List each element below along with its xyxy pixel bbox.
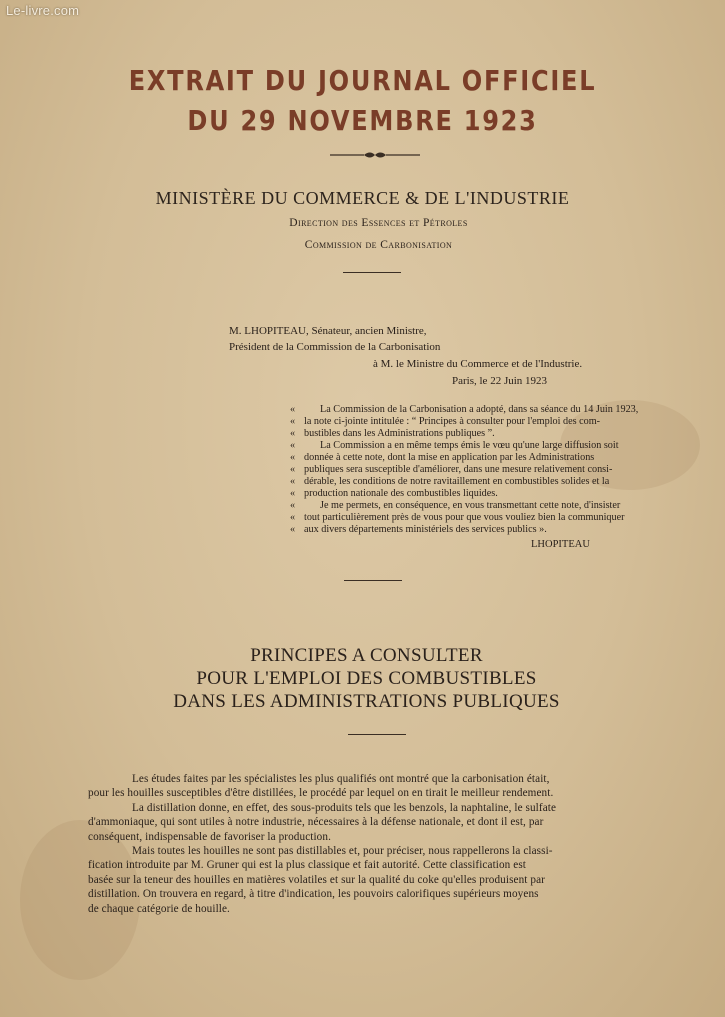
quote-line xyxy=(290,500,690,512)
quote-line xyxy=(290,440,690,452)
quote-mark: « xyxy=(290,464,296,475)
paper-stain xyxy=(20,820,140,980)
section-rule xyxy=(344,580,402,581)
quote-text: la note ci-jointe intitulée : “ Principes à consulter pour l'emploi des com- xyxy=(304,416,601,427)
body-text-line: fication introduite par M. Gruner qui est la plus classique et fait autorité. Cette classification est xyxy=(88,859,526,871)
letter-recipient: à M. le Ministre du Commerce et de l'Industrie. xyxy=(373,358,583,370)
site-watermark: Le-livre.com xyxy=(6,3,80,18)
quote-mark: « xyxy=(290,512,296,523)
section-rule xyxy=(343,272,401,273)
quote-line xyxy=(290,476,690,488)
journal-title-line-1: EXTRAIT DU JOURNAL OFFICIEL xyxy=(128,64,597,97)
quote-line xyxy=(290,452,690,464)
ministry-title: MINISTÈRE DU COMMERCE & DE L'INDUSTRIE xyxy=(155,188,570,208)
quote-text: tout particulièrement près de vous pour que vous vouliez bien la communiquer xyxy=(304,512,625,523)
quote-text: La Commission de la Carbonisation a adopté, dans sa séance du 14 Juin 1923, xyxy=(320,404,639,415)
quote-text: bustibles dans les Administrations publiques ”. xyxy=(304,428,495,439)
letter-from-line-1: M. LHOPITEAU, Sénateur, ancien Ministre, xyxy=(229,325,427,337)
quote-mark: « xyxy=(290,404,296,415)
quote-text: Je me permets, en conséquence, en vous transmettant cette note, d'insister xyxy=(320,500,621,511)
letter-signature: LHOPITEAU xyxy=(531,539,590,550)
quote-mark: « xyxy=(290,440,296,451)
body-text-line: Mais toutes les houilles ne sont pas distillables et, pour préciser, nous rappellerons la classi- xyxy=(132,845,553,857)
principles-title-line-2: POUR L'EMPLOI DES COMBUSTIBLES xyxy=(196,668,537,689)
principles-title-line-3: DANS LES ADMINISTRATIONS PUBLIQUES xyxy=(173,691,560,712)
quote-text: publiques sera susceptible d'améliorer, dans une mesure relativement consi- xyxy=(304,464,613,475)
letter-from-line-2: Président de la Commission de la Carbonisation xyxy=(229,341,441,353)
quote-mark: « xyxy=(290,452,296,463)
ministry-commission: Commission de Carbonisation xyxy=(304,239,453,251)
quote-line xyxy=(290,404,690,416)
body-text-line: Les études faites par les spécialistes les plus qualifiés ont montré que la carbonisation était, xyxy=(132,773,550,785)
body-text-line: pour les houilles susceptibles d'être distillées, le procédé par lequel on en tirait le meilleur rendement. xyxy=(88,787,554,799)
body-text-line: distillation. On trouvera en regard, à titre d'indication, les pouvoirs calorifiques supérieurs moyens xyxy=(88,888,539,900)
quote-line xyxy=(290,488,690,500)
quote-text: production nationale des combustibles liquides. xyxy=(304,488,498,499)
body-text-line: d'ammoniaque, qui sont utiles à notre industrie, nécessaires à la défense nationale, et dont il est, par xyxy=(88,816,544,828)
quote-line xyxy=(290,428,690,440)
quote-text: La Commission a en même temps émis le vœu qu'une large diffusion soit xyxy=(320,440,619,451)
quote-line xyxy=(290,416,690,428)
section-rule xyxy=(348,734,406,735)
ornament-divider-icon xyxy=(330,150,420,160)
letter-date: Paris, le 22 Juin 1923 xyxy=(452,375,548,387)
quote-text: donnée à cette note, dont la mise en application par les Administrations xyxy=(304,452,595,463)
quote-mark: « xyxy=(290,488,296,499)
quote-mark: « xyxy=(290,524,296,535)
quote-line xyxy=(290,524,690,536)
quote-mark: « xyxy=(290,416,296,427)
quote-line xyxy=(290,464,690,476)
body-text-line: de chaque catégorie de houille. xyxy=(88,903,230,915)
ministry-direction: Direction des Essences et Pétroles xyxy=(289,217,468,229)
body-text-line: basée sur la teneur des houilles en matières volatiles et sur la qualité du coke qu'elles produisent par xyxy=(88,874,545,886)
quote-text: dérable, les conditions de notre ravitaillement en combustibles solides et la xyxy=(304,476,610,487)
body-text-line: conséquent, indispensable de favoriser la production. xyxy=(88,831,331,843)
quote-mark: « xyxy=(290,428,296,439)
quote-text: aux divers départements ministériels des services publics ». xyxy=(304,524,547,535)
principles-title-line-1: PRINCIPES A CONSULTER xyxy=(250,645,483,666)
body-text-line: La distillation donne, en effet, des sous-produits tels que les benzols, la naphtaline, le sulfate xyxy=(132,802,557,814)
quote-line xyxy=(290,512,690,524)
quote-mark: « xyxy=(290,500,296,511)
journal-title-line-2: DU 29 NOVEMBRE 1923 xyxy=(187,104,538,137)
quote-mark: « xyxy=(290,476,296,487)
